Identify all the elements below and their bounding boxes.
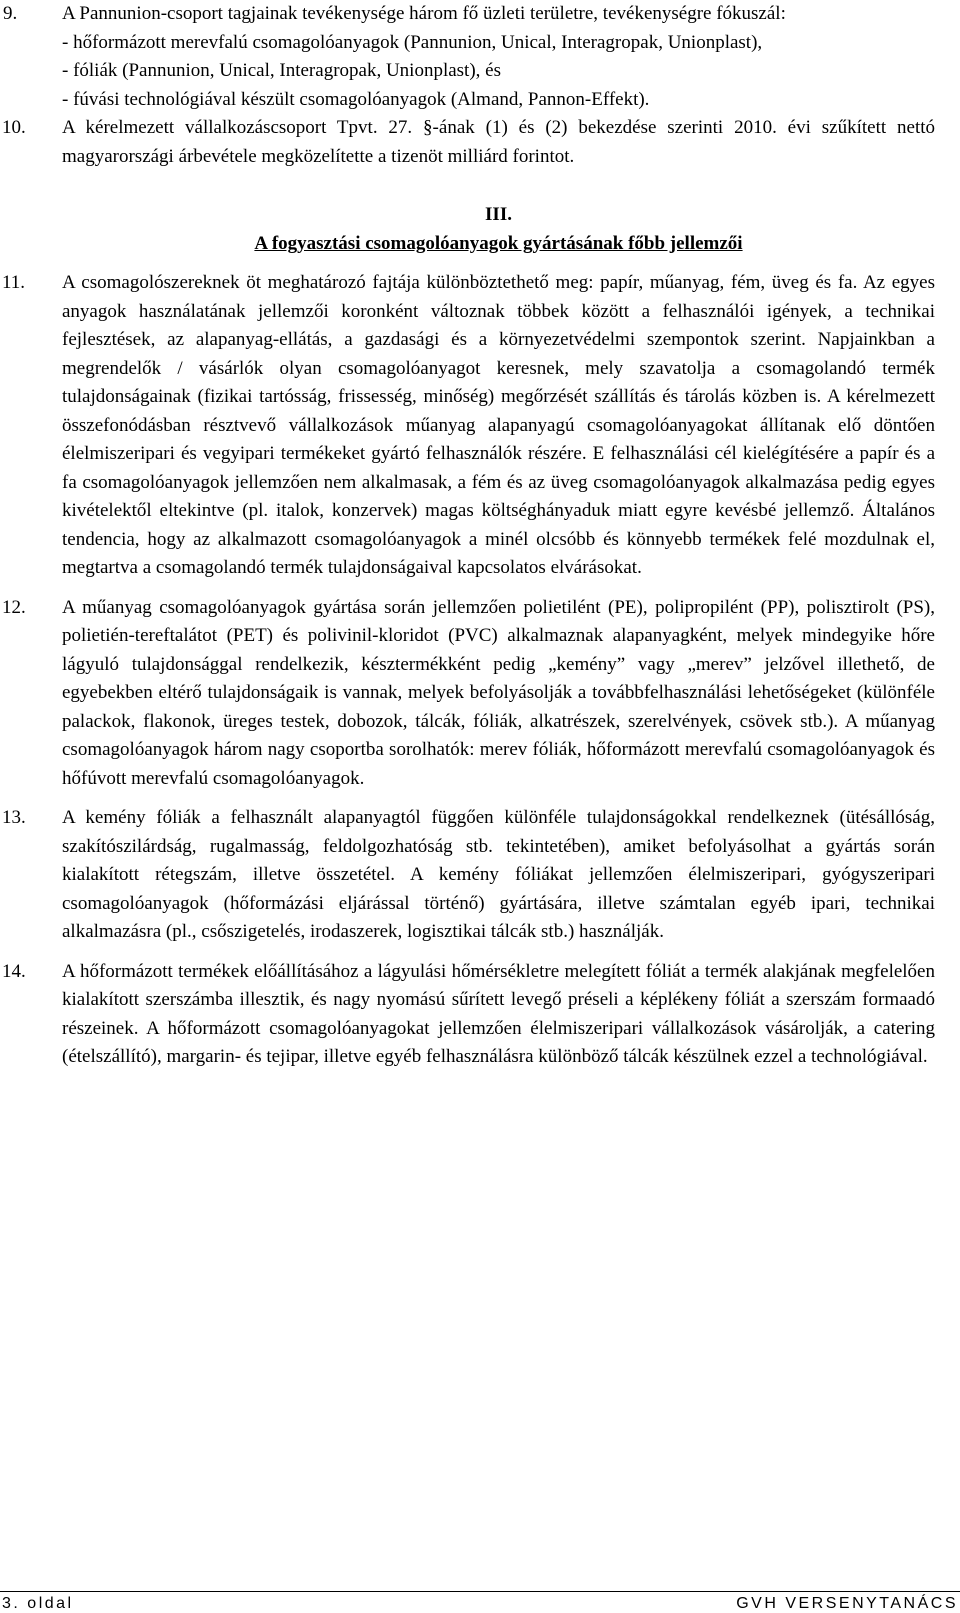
section-roman-numeral: III. [485,204,512,225]
paragraph-intro: A Pannunion-csoport tagjainak tevékenysége három fő üzleti területre, tevékenységre fókuszál: [62,3,786,24]
list-item: - fóliák (Pannunion, Unical, Interagropak, Unionplast), és [62,60,501,81]
paragraph-number: 10. [2,117,26,138]
list-item: - hőformázott merevfalú csomagolóanyagok (Pannunion, Unical, Interagropak, Unionplast), [62,31,763,53]
paragraph-10 [0,114,960,171]
page-number: 3. oldal [2,1595,74,1612]
paragraph-number: 13. [2,807,26,828]
footer-divider [0,1591,960,1592]
paragraph-12 [0,594,960,794]
page-footer [0,1591,960,1613]
paragraph-9 [0,0,960,114]
paragraph-text: A műanyag csomagolóanyagok gyártása során jellemzően polietilént (PE), polipropilént (PP), polisztirolt (PS), polietién-tereftalátot (PET) és polivinil-kloridot (PVC) alkalmaznak alapanyagként, melyek mindegyike hőre lágyuló tulajdonsággal rendelkezik, késztermékként pedig „kemény” vagy „merev” jelzővel illethető, de egyebekben eltérő tulajdonságaik is vannak, melyek befolyásolják a továbbfelhasználási lehetőségeket (különféle palackok, flakonok, üreges testek, dobozok, tálcák, fóliák, alkatrészek, szerelvények, csövek stb.). A műanyag csomagolóanyagok három nagy csoportba sorolhatók: merev fóliák, hőformázott merevfalú csomagolóanyagok és hőfúvott merevfalú csomagolóanyagok. [62,596,935,789]
dash-list [62,29,935,115]
list-item: - fúvási technológiával készült csomagolóanyagok (Almand, Pannon-Effekt). [62,88,650,110]
paragraph-11 [0,269,960,583]
paragraph-number: 12. [2,596,26,618]
paragraph-number: 9. [3,3,18,24]
paragraph-text: A kérelmezett vállalkozáscsoport Tpvt. 27. §-ának (1) és (2) bekezdése szerinti 2010. évi szűkített nettó magyarországi árbevétele megközelítette a tizenöt milliárd forintot. [62,117,935,167]
section-title: A fogyasztási csomagolóanyagok gyártásának főbb jellemzői [254,233,743,254]
paragraph-number: 14. [2,960,26,982]
paragraph-text: A kemény fóliák a felhasznált alapanyagtól függően különféle tulajdonságokkal rendelkeznek (ütésállóság, szakítószilárdság, rugalmasság, feldolgozhatóság stb. tekintetében), amiket befolyásolhat a gyártás során kialakított rétegszám, illetve összetétel. A kemény fóliákat jellemzően élelmiszeripari, gyógyszeripari csomagolóanyagok (hőformázási eljárással történő) gyártására, illetve számtalan egyéb ipari, technikai alkalmazásra (pl., csőszigetelés, irodaszerek, logisztikai tálcák stb.) használják. [62,807,935,942]
paragraph-14 [0,958,960,1072]
footer-organization: GVH VERSENYTANÁCS [736,1595,958,1612]
paragraph-text: A hőformázott termékek előállításához a lágyulási hőmérsékletre melegített fóliát a termék alakjának megfelelően kialakított szerszámba illesztik, és nagy nyomású sűrített levegő préseli a képlékeny fóliát a szerszám formaadó részeinek. A hőformázott csomagolóanyagokat jellemzően élelmiszeripari vállalkozások vásárolják, a catering (ételszállító), margarin- és tejipar, illetve egyéb felhasználásra különböző tálcák készülnek ezzel a technológiával. [62,960,935,1067]
paragraph-number: 11. [2,272,26,293]
section-heading [0,200,960,258]
paragraph-13 [0,804,960,947]
paragraph-text: A csomagolószereknek öt meghatározó fajtája különböztethető meg: papír, műanyag, fém, üveg és fa. Az egyes anyagok használatának jellemzői koronként változnak többek között a felhasználói igények, a technikai fejlesztések, az alapanyag-ellátás, a gazdasági és a környezetvédelmi szempontok szerint. Napjainkban a megrendelők / vásárlók olyan csomagolóanyagot keresnek, mely szavatolja a csomagolandó termék tulajdonságainak (fizikai tartósság, frissesség, minőség) megőrzését szállítás és tárolás közben is. A kérelmezett összefonódásban résztvevő vállalkozások műanyag alapanyagú csomagolóanyagokat állítanak elő döntően élelmiszeripari és vegyipari termékeket gyártó felhasználók részére. E felhasználási cél kielégítésére a papír és a fa csomagolóanyagok jellemzően nem alkalmasak, a fém és az üveg csomagolóanyagok alkalmazása pedig egyes kivételektől eltekintve (pl. italok, konzervek) magas költséghányaduk miatt egyre kevésbé jellemző. Általános tendencia, hogy az alkalmazott csomagolóanyagok a minél olcsóbb és könnyebb termékek felé mozdulnak el, megtartva a csomagolandó termék tulajdonságaival kapcsolatos elvárásokat. [62,272,935,578]
